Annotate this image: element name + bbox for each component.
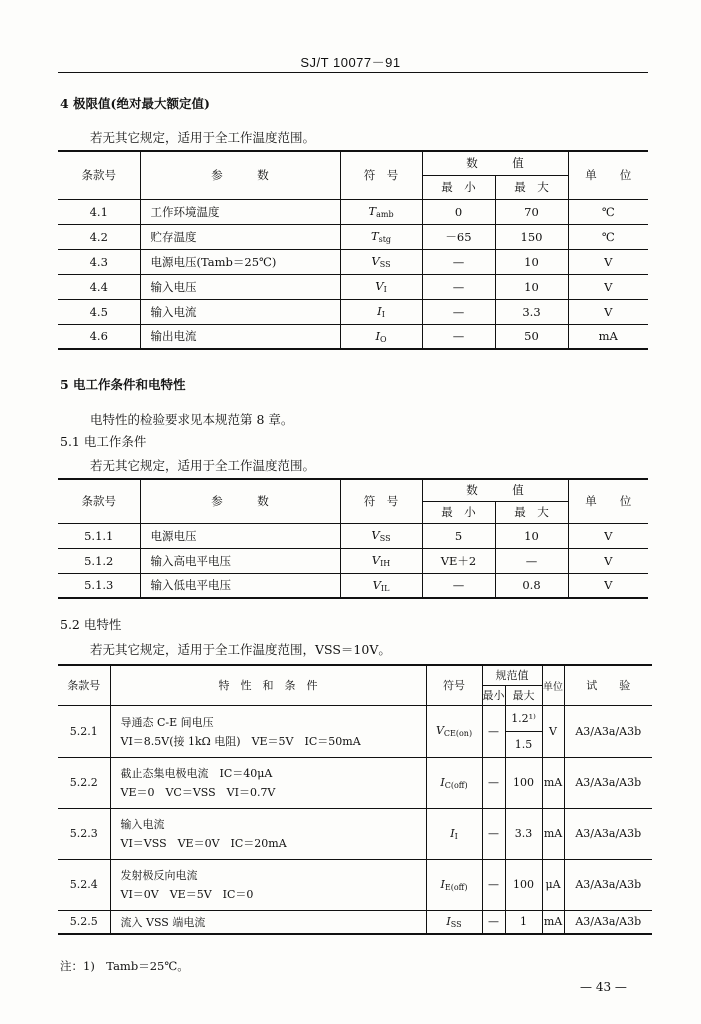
- cell-min: 0: [422, 199, 495, 224]
- table-row: [58, 910, 652, 934]
- symbol-subscript: O: [379, 334, 387, 344]
- cell-param: 输出电流: [140, 324, 340, 349]
- symbol-letter: I: [446, 914, 451, 928]
- symbol-subscript: I: [454, 831, 458, 841]
- cell-clause: 5.2.2: [58, 757, 110, 808]
- cell-max: —: [495, 548, 568, 573]
- operating-conditions-table: [58, 478, 648, 599]
- cell-clause: 5.1.3: [58, 573, 140, 598]
- cell-param: 电源电压: [140, 523, 340, 548]
- cell-min: —: [482, 757, 505, 808]
- col-max: 最 大: [495, 175, 568, 199]
- section-4-note: 若无其它规定，适用于全工作温度范围。: [90, 130, 316, 145]
- cell-unit: ℃: [568, 224, 648, 249]
- col-max: 最大: [505, 685, 542, 705]
- table-row: [58, 757, 652, 808]
- cell-max: 1: [505, 910, 542, 934]
- cell-clause: 5.2.4: [58, 859, 110, 910]
- col-unit: 单 位: [568, 151, 648, 199]
- cell-max: [505, 705, 542, 757]
- cell-max: 100: [505, 859, 542, 910]
- symbol-subscript: IH: [380, 559, 391, 568]
- symbol-subscript: stg: [378, 235, 392, 244]
- cell-symbol: [340, 224, 422, 249]
- cell-param: 电源电压(Tamb＝25℃): [140, 249, 340, 274]
- cell-min: —: [422, 249, 495, 274]
- cell-symbol: [426, 910, 482, 934]
- cell-clause: 4.5: [58, 299, 140, 324]
- col-test: 试 验: [564, 665, 652, 705]
- cell-param: 工作环境温度: [140, 199, 340, 224]
- cell-max: 10: [495, 523, 568, 548]
- cell-unit: mA: [542, 910, 564, 934]
- section-4-title: 4 极限值(绝对最大额定值): [60, 96, 210, 111]
- section-5-1-note: 若无其它规定，适用于全工作温度范围。: [90, 458, 316, 473]
- max-value: 1.2¹⁾: [506, 706, 542, 732]
- col-unit: 单位: [542, 665, 564, 705]
- symbol-letter: T: [370, 229, 379, 243]
- col-value: 数 值: [422, 151, 568, 175]
- col-min: 最小: [482, 685, 505, 705]
- symbol-subscript: SS: [450, 919, 462, 929]
- cell-unit: ℃: [568, 199, 648, 224]
- symbol-letter: V: [371, 553, 381, 567]
- symbol-letter: I: [440, 877, 445, 891]
- cell-unit: V: [542, 705, 564, 757]
- table-row: [58, 324, 648, 349]
- cell-clause: 5.2.1: [58, 705, 110, 757]
- symbol-subscript: amb: [376, 210, 394, 219]
- cell-min: —: [482, 910, 505, 934]
- symbol-letter: T: [368, 204, 377, 218]
- table-row: [58, 808, 652, 859]
- cell-max: 100: [505, 757, 542, 808]
- symbol-subscript: CE(on): [443, 729, 473, 738]
- cell-min: —: [422, 573, 495, 598]
- cell-char: [110, 808, 426, 859]
- cell-min: —: [482, 859, 505, 910]
- cell-unit: V: [568, 299, 648, 324]
- symbol-letter: V: [435, 724, 444, 737]
- cell-symbol: [340, 573, 422, 598]
- section-5-2-title: 5.2 电特性: [60, 617, 122, 632]
- cell-unit: mA: [568, 324, 648, 349]
- cell-clause: 5.2.3: [58, 808, 110, 859]
- cell-param: 输入电流: [140, 299, 340, 324]
- footnote: 注：1) Tamb＝25℃。: [60, 959, 189, 973]
- symbol-subscript: C(off): [444, 780, 468, 790]
- symbol-letter: I: [440, 775, 445, 789]
- cell-max: 0.8: [495, 573, 568, 598]
- cell-min: —: [482, 705, 505, 757]
- col-clause: 条款号: [58, 665, 110, 705]
- char-name: 截止态集电极电流 IC＝40μA: [120, 767, 273, 780]
- cell-param: 输入高电平电压: [140, 548, 340, 573]
- section-5-1-title: 5.1 电工作条件: [60, 434, 147, 449]
- limits-table: [58, 150, 648, 350]
- col-min: 最 小: [422, 175, 495, 199]
- symbol-subscript: SS: [379, 534, 391, 543]
- char-condition: VI＝VSS VE＝0V IC＝20mA: [120, 837, 287, 850]
- cell-symbol: [340, 249, 422, 274]
- cell-unit: mA: [542, 808, 564, 859]
- cell-clause: 4.4: [58, 274, 140, 299]
- col-symbol: 符号: [426, 665, 482, 705]
- cell-unit: V: [568, 548, 648, 573]
- cell-char: [110, 859, 426, 910]
- col-param: 参 数: [140, 151, 340, 199]
- char-condition: VI＝8.5V(接 1kΩ 电阻) VE＝5V IC＝50mA: [120, 734, 361, 748]
- char-name: 流入 VSS 端电流: [120, 915, 206, 929]
- cell-unit: V: [568, 523, 648, 548]
- symbol-subscript: IL: [380, 583, 390, 593]
- cell-clause: 5.1.1: [58, 523, 140, 548]
- cell-min: 5: [422, 523, 495, 548]
- cell-symbol: [426, 705, 482, 757]
- col-clause: 条款号: [58, 479, 140, 523]
- symbol-subscript: E(off): [444, 882, 468, 892]
- table-row: [58, 573, 648, 598]
- symbol-letter: V: [375, 279, 384, 293]
- cell-max: 50: [495, 324, 568, 349]
- cell-max: 10: [495, 249, 568, 274]
- cell-unit: V: [568, 274, 648, 299]
- cell-min: —: [422, 299, 495, 324]
- char-condition: VE＝0 VC＝VSS VI＝0.7V: [120, 786, 276, 799]
- col-clause: 条款号: [58, 151, 140, 199]
- cell-param: 输入电压: [140, 274, 340, 299]
- electrical-characteristics-table: [58, 664, 652, 935]
- cell-max: 70: [495, 199, 568, 224]
- table-row: [58, 705, 652, 757]
- symbol-letter: I: [450, 826, 455, 840]
- col-max: 最 大: [495, 501, 568, 523]
- cell-max: 150: [495, 224, 568, 249]
- col-value: 数 值: [422, 479, 568, 501]
- cell-unit: V: [568, 249, 648, 274]
- table-row: [58, 859, 652, 910]
- cell-clause: 4.2: [58, 224, 140, 249]
- table-row: [58, 523, 648, 548]
- cell-char: [110, 910, 426, 934]
- cell-max: 3.3: [505, 808, 542, 859]
- cell-test: A3/A3a/A3b: [564, 705, 652, 757]
- cell-symbol: [426, 808, 482, 859]
- section-5-2-note: 若无其它规定，适用于全工作温度范围，VSS＝10V。: [90, 642, 391, 657]
- max-value-2: 1.5: [514, 737, 533, 751]
- cell-symbol: [340, 274, 422, 299]
- cell-min: VE＋2: [422, 548, 495, 573]
- cell-clause: 4.6: [58, 324, 140, 349]
- col-symbol: 符 号: [340, 479, 422, 523]
- cell-unit: μA: [542, 859, 564, 910]
- col-unit: 单 位: [568, 479, 648, 523]
- symbol-letter: V: [372, 577, 381, 592]
- cell-char: [110, 705, 426, 757]
- cell-symbol: [340, 199, 422, 224]
- cell-symbol: [340, 548, 422, 573]
- section-5-title: 5 电工作条件和电特性: [60, 377, 186, 392]
- symbol-letter: V: [371, 528, 380, 542]
- cell-test: A3/A3a/A3b: [564, 859, 652, 910]
- cell-symbol: [426, 859, 482, 910]
- char-name: 导通态 C-E 间电压: [120, 715, 214, 729]
- cell-symbol: [426, 757, 482, 808]
- cell-min: －65: [422, 224, 495, 249]
- table-row: [58, 548, 648, 573]
- symbol-subscript: I: [381, 310, 385, 319]
- cell-max: 10: [495, 274, 568, 299]
- document-header: SJ/T 10077－91: [300, 55, 401, 70]
- symbol-letter: I: [375, 328, 380, 343]
- cell-min: —: [422, 324, 495, 349]
- symbol-subscript: SS: [379, 260, 391, 269]
- cell-symbol: [340, 324, 422, 349]
- char-name: 输入电流: [120, 818, 165, 831]
- col-char: 特 性 和 条 件: [110, 665, 426, 705]
- table-row: [58, 224, 648, 249]
- char-name: 发射极反向电流: [120, 869, 198, 882]
- table-row: [58, 199, 648, 224]
- cell-param: 输入低电平电压: [140, 573, 340, 598]
- table-row: [58, 299, 648, 324]
- cell-symbol: [340, 299, 422, 324]
- cell-test: A3/A3a/A3b: [564, 910, 652, 934]
- cell-test: A3/A3a/A3b: [564, 808, 652, 859]
- cell-symbol: [340, 523, 422, 548]
- col-param: 参 数: [140, 479, 340, 523]
- col-min: 最 小: [422, 501, 495, 523]
- cell-param: 贮存温度: [140, 224, 340, 249]
- col-spec: 规范值: [482, 665, 542, 685]
- cell-clause: 4.3: [58, 249, 140, 274]
- symbol-letter: I: [377, 304, 382, 318]
- col-symbol: 符 号: [340, 151, 422, 199]
- table-row: [58, 274, 648, 299]
- page-number: — 43 —: [580, 980, 627, 994]
- symbol-letter: V: [371, 254, 380, 268]
- symbol-subscript: I: [383, 285, 387, 294]
- cell-clause: 5.1.2: [58, 548, 140, 573]
- cell-clause: 4.1: [58, 199, 140, 224]
- cell-min: —: [422, 274, 495, 299]
- cell-max: 3.3: [495, 299, 568, 324]
- header-rule: [58, 72, 648, 73]
- cell-char: [110, 757, 426, 808]
- table-row: [58, 249, 648, 274]
- cell-min: —: [482, 808, 505, 859]
- char-condition: VI＝0V VE＝5V IC＝0: [120, 888, 254, 901]
- cell-clause: 5.2.5: [58, 910, 110, 934]
- cell-test: A3/A3a/A3b: [564, 757, 652, 808]
- cell-unit: mA: [542, 757, 564, 808]
- cell-unit: V: [568, 573, 648, 598]
- section-5-text: 电特性的检验要求见本规范第 8 章。: [90, 412, 294, 427]
